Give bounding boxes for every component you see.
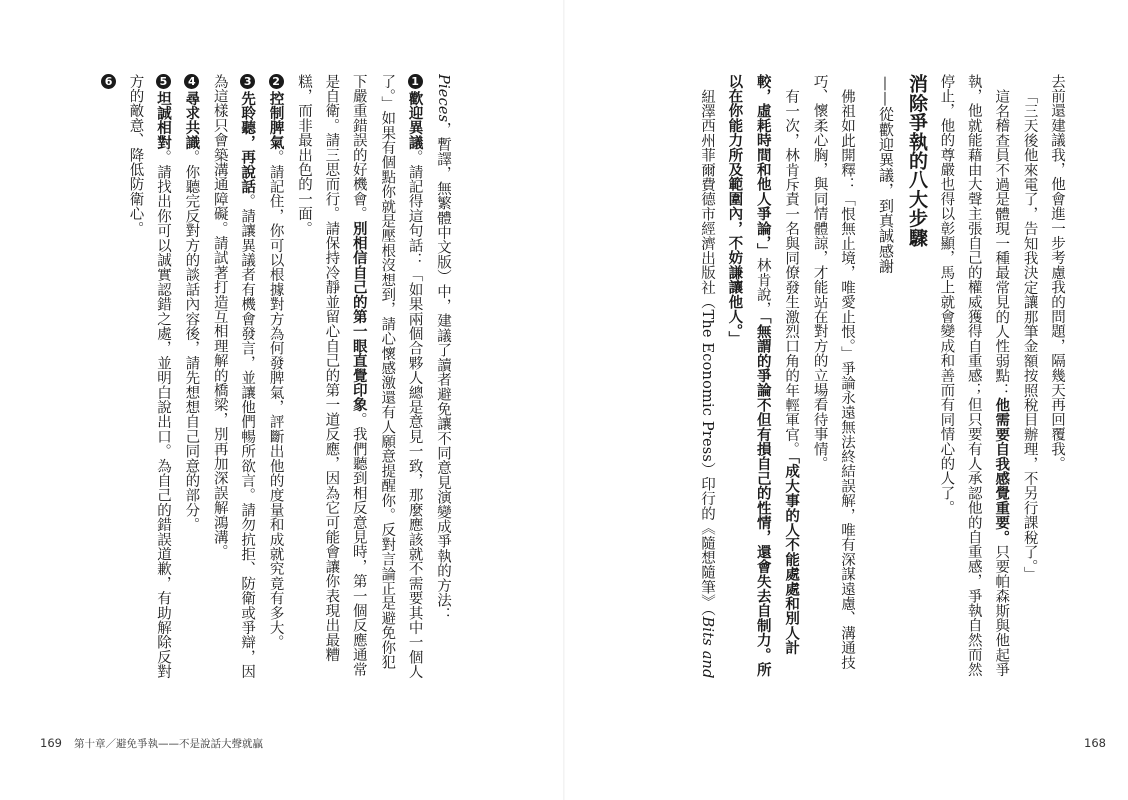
step-number-badge: 1 [408,74,422,89]
paragraph-lincoln [720,74,805,682]
right-page-body [626,74,1070,682]
press-text-c: ）印行的《隨想隨筆》（ [698,461,715,617]
paragraph-quote: 「三天後他來電了，告知我決定讓那筆金額按照稅目辦理，不另行課稅了。」 [1021,88,1038,582]
page-number-right: 168 [1084,736,1106,750]
step-3 [205,74,261,682]
lincoln-text-a: 有一次，林肯斥責一名與同僚發生激烈口角的年輕軍官。 [783,88,800,456]
step-title: 先聆聽，再說話 [239,91,257,194]
intro-latin: Pieces [435,74,451,123]
step-text: 。請記得這句話：「如果兩個合夥人總是意見一致，那麼應該就不需要其中一個人了。」如果有個點你就是壓根沒想到，請心懷感激還有人願意提醒你。反對言論正是避免你犯下嚴重錯誤的好機會。 [350,74,423,680]
step-4 [177,74,205,682]
lincoln-quote-b: 「無謂的爭論不但有損自己的性情，還會失去自制力。所以在你能力所及範圍內，不妨謙讓他人。」 [726,74,772,677]
step-title: 坦誠相對 [154,91,172,150]
step-text: 。我們聽到相反意見時，第一個反應通常是自衛。請三思而行。請保持冷靜並留心自己的第一道反應，因為它可能會讓你表現出最糟糕，而非最出色的一面。 [295,74,367,677]
section-subheading: ——從歡迎異議，到真誠感謝 [876,76,895,274]
step-number-badge: 3 [241,74,255,89]
left-page-body [66,74,456,682]
lincoln-quote-a: 「成大事的人不能處處和別人計較，虛耗時間和他人爭論，」 [754,74,801,655]
weakness-text: 這名稽查員不過是體現一種最常見的人性弱點： [993,88,1010,398]
step-text: 。請記住，你可以根據對方為何發脾氣，評斷出他的度量和成就究竟有多大。 [267,149,284,650]
paragraph-callback: 去前還建議我，他會進一步考慮我的問題，隔幾天再回覆我。 [1049,74,1065,471]
step-title: 歡迎異議 [406,91,424,150]
step-text: 。請讓異議者有機會發言，並讓他們暢所欲言。請勿抗拒、防衛或爭辯，因為這樣只會築溝通障礙。請試著打造互相理解的橋梁，別再加深誤解鴻溝。 [211,74,256,680]
step-1 [290,74,429,682]
step-6-marker [94,74,121,682]
paragraph-weakness [932,74,1015,682]
press-latin: The Economic Press [698,309,715,462]
intro-text: ，暫譯，無繁體中文版）中，建議了讀者避免讓不同意見演變成爭執的方法： [435,122,451,623]
step-5 [121,74,177,682]
paragraph-intro [429,74,456,682]
step-text: 。你聽完反對方的談話內容後，請先想想自己同意的部分。 [183,149,200,533]
paragraph-buddha: 佛祖如此開釋：「恨無止境，唯愛止恨。」爭論永遠無法終結誤解，唯有深謀遠慮、溝通技巧、懷柔心胸，與同情體諒，才能站在對方的立場看待事情。 [811,74,855,670]
step-title: 控制脾氣 [267,91,285,150]
step-title: 別相信自己的第一眼直覺印象 [350,221,368,413]
step-number-badge: 2 [269,74,283,89]
step-text: 。請找出你可以誠實認錯之處，並明白說出口。為自己的錯誤道歉，有助解除反對方的敵意、降低防衛心。 [127,74,171,680]
step-number-badge: 5 [156,74,170,89]
step-title: 尋求共識 [183,91,201,150]
paragraph-press [693,74,720,682]
running-head: 第十章／避免爭執——不是說話大聲就贏 [74,738,263,750]
weakness-bold: 他需要自我感覺重要。 [993,397,1011,545]
step-2 [261,74,289,682]
press-text-a: 紐澤西州菲爾費德市經濟出版社（ [698,88,715,309]
page-168 [564,0,1128,800]
weakness-rest: 只要帕森斯與他起爭執，他就能藉由大聲主張自己的權威獲得自重感；但只要有人承認他的自重感，爭執自然而然停止，他的尊嚴也得以彰顯，馬上就會變成和善而有同情心的人了。 [938,74,1010,677]
press-latin-title: Bits and [698,616,715,679]
page-number-left: 169 [40,736,62,750]
lincoln-text-c: 林肯說， [754,257,771,317]
step-number-badge: 6 [102,74,116,89]
section-heading: 消除爭執的八大步驟 [905,74,928,247]
step-number-badge: 4 [185,74,199,89]
